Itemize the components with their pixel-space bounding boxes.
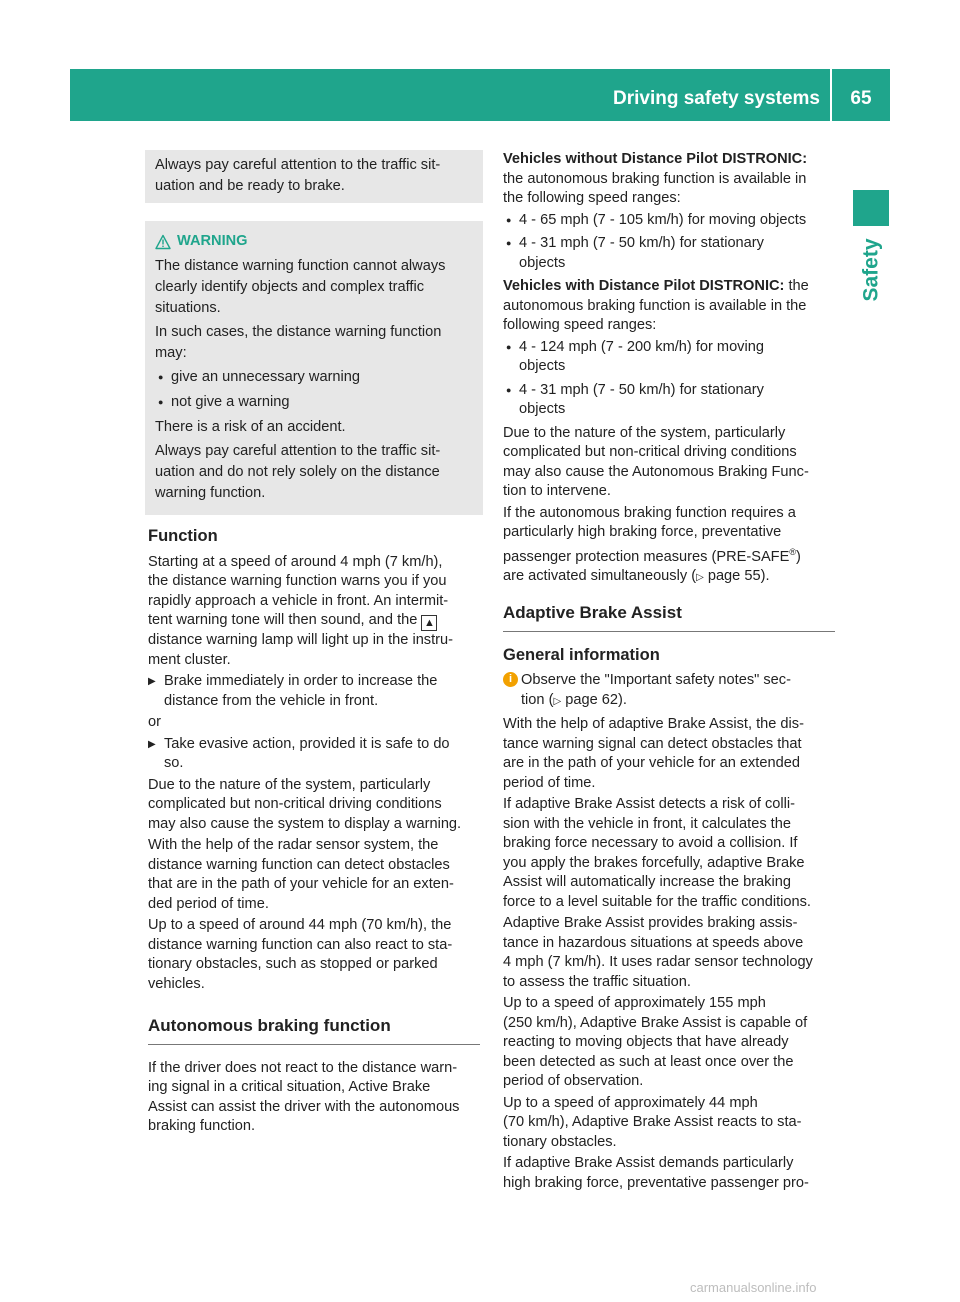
warning-label: WARNING bbox=[177, 233, 248, 249]
body-paragraph: If the driver does not react to the distance warn- ing signal in a critical situation, Active Brake Assist can assist the driver with the autonomous braking function. bbox=[148, 1059, 460, 1134]
body-paragraph: Due to the nature of the system, particularly complicated but non-critical driving conditions may also cause the Autonomous Braking Func- tion to intervene. bbox=[503, 424, 809, 499]
page-ref-arrow-icon: ▷ bbox=[553, 695, 562, 707]
warning-bullet: ● not give a warning bbox=[155, 392, 473, 413]
warning-paragraph: The distance warning function cannot always clearly identify objects and complex traffic situations. bbox=[155, 258, 446, 316]
step-arrow-icon: ▶ bbox=[148, 738, 156, 750]
body-paragraph: Vehicles without Distance Pilot DISTRONIC: the autonomous braking function is available in the following speed ranges: bbox=[503, 151, 808, 206]
warning-box bbox=[145, 221, 483, 515]
function-paragraph: Starting at a speed of around 4 mph (7 km/h), the distance warning function warns you if you rapidly approach a vehicle in front. An intermit- tent warning tone will then sound, and the ▲ distance warning lamp will light up in the instru- ment cluster. bbox=[148, 553, 453, 668]
body-paragraph: If adaptive Brake Assist detects a risk of colli- sion with the vehicle in front, it calculates the braking force necessary to avoid a collision. If you apply the brakes forcefully, adaptive Brake Assist will automatically increase the braking force to a level suitable for the traffic conditions. bbox=[503, 796, 811, 910]
body-paragraph: Adaptive Brake Assist provides braking assis- tance in hazardous situations at speeds above 4 mph (7 km/h). It uses radar sensor technology to assess the traffic situation. bbox=[503, 915, 813, 990]
body-paragraph: Up to a speed of around 44 mph (70 km/h), the distance warning function can also react to sta- tionary obstacles, such as stopped or parked vehicles. bbox=[148, 917, 453, 992]
speed-range-bullet: ● 4 - 31 mph (7 - 50 km/h) for stationary objects bbox=[503, 381, 835, 420]
autonomous-braking-heading: Autonomous braking function bbox=[148, 1016, 480, 1045]
text-line: uation and be ready to brake. bbox=[155, 178, 345, 194]
attention-note-box bbox=[145, 150, 483, 203]
or-text: or bbox=[148, 714, 161, 730]
page-62-link[interactable]: page 62). bbox=[565, 691, 627, 708]
body-paragraph: Vehicles with Distance Pilot DISTRONIC: the autonomous braking function is available in the following speed ranges: bbox=[503, 278, 809, 333]
right-column bbox=[503, 150, 835, 1195]
distance-warning-lamp-icon: ▲ bbox=[421, 615, 437, 631]
warning-paragraph: In such cases, the distance warning function may: bbox=[155, 324, 442, 361]
body-paragraph: Up to a speed of approximately 44 mph (70 km/h), Adaptive Brake Assist reacts to sta- tionary obstacles. bbox=[503, 1094, 802, 1150]
body-paragraph: With the help of adaptive Brake Assist, the dis- tance warning signal can detect obstacles that are in the path of your vehicle for an extended period of time. bbox=[503, 716, 804, 791]
side-chapter-label: Safety bbox=[859, 238, 883, 302]
page-number: 65 bbox=[850, 88, 872, 109]
instruction-step: ▶ Take evasive action, provided it is safe to do so. bbox=[148, 735, 450, 771]
left-column bbox=[148, 150, 480, 1139]
instruction-step: ▶ Brake immediately in order to increase the distance from the vehicle in front. bbox=[148, 673, 438, 709]
speed-range-bullet: ● 4 - 124 mph (7 - 200 km/h) for moving objects bbox=[503, 338, 835, 377]
body-paragraph: Due to the nature of the system, particularly complicated but non-critical driving conditions may also cause the system to display a warning. bbox=[148, 776, 462, 832]
page-section-title: Driving safety systems bbox=[613, 88, 820, 109]
body-paragraph: Up to a speed of approximately 155 mph (250 km/h), Adaptive Brake Assist is capable of reacting to moving objects that have already been detected as such at least once over the period of observation. bbox=[503, 995, 808, 1090]
speed-range-bullet: ● 4 - 31 mph (7 - 50 km/h) for stationary objects bbox=[503, 234, 835, 273]
body-paragraph: With the help of the radar sensor system, the distance warning function can detect obstacles that are in the path of your vehicle for an exten- ded period of time. bbox=[148, 837, 454, 912]
warning-paragraph: Always pay careful attention to the traffic sit- uation and do not rely solely on the distance warning function. bbox=[155, 443, 441, 501]
warning-heading bbox=[155, 231, 473, 252]
info-note: i Observe the "Important safety notes" sec- tion (▷ page 62). bbox=[503, 671, 835, 711]
warning-bullet: ● give an unnecessary warning bbox=[155, 367, 473, 388]
adaptive-brake-assist-heading: Adaptive Brake Assist bbox=[503, 603, 835, 632]
function-heading: Function bbox=[148, 527, 218, 545]
general-information-heading: General information bbox=[503, 645, 660, 664]
warning-paragraph: There is a risk of an accident. bbox=[155, 419, 346, 435]
side-tab-marker bbox=[853, 190, 889, 226]
speed-range-bullet: ● 4 - 65 mph (7 - 105 km/h) for moving objects bbox=[503, 211, 835, 231]
step-arrow-icon: ▶ bbox=[148, 676, 156, 687]
info-icon: i bbox=[503, 672, 518, 687]
body-paragraph: If the autonomous braking function requires a particularly high braking force, preventative passenger protection measures (PRE-SAFE®) are activated simultaneously (▷ page 55). bbox=[503, 504, 801, 584]
page-55-link[interactable]: page 55). bbox=[707, 567, 770, 584]
text-line: Always pay careful attention to the traffic sit- bbox=[155, 157, 441, 173]
watermark: carmanualsonline.info bbox=[690, 1280, 817, 1295]
warning-triangle-icon bbox=[155, 234, 171, 250]
body-paragraph: If adaptive Brake Assist demands particularly high braking force, preventative passenger pro- bbox=[503, 1155, 809, 1191]
page-ref-arrow-icon: ▷ bbox=[696, 571, 704, 583]
